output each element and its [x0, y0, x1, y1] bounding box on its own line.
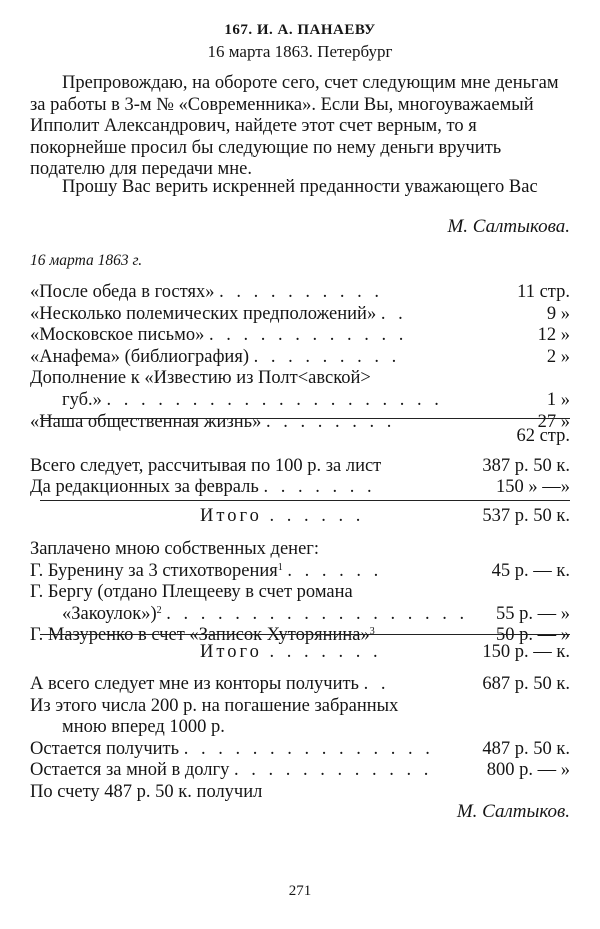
item-label: «Московское письмо» [30, 325, 205, 346]
debt-label: Остается за мной в долгу [30, 760, 230, 781]
editorial-row [30, 477, 570, 499]
item-dots: . . . . . . . . . . . . [208, 325, 408, 346]
remaining-dots: . . . . . . . . . . . . . . . [183, 738, 434, 759]
letter-paragraph: Препровождаю, на обороте сего, счет следующим мне деньгам за работы в 3-м № «Современника». Если Вы, многоуважаемый Ипполит Александрович, найдете этот счет верным, то я покорнейше просил бы следующие по нему деньги вручить подателю для передачи мне. [30, 73, 559, 180]
editorial-label: Да редакционных за февраль [30, 477, 259, 498]
remaining-label: Остается получить [30, 738, 180, 759]
letter-closing: Прошу Вас верить искренней преданности уважающего Вас [62, 177, 538, 197]
list-item [30, 304, 570, 326]
letter-signature: М. Салтыкова. [447, 216, 570, 237]
itogo-2 [30, 642, 570, 664]
advance-label-2: мною вперед 1000 р. [62, 717, 225, 738]
due-value: 387 р. 50 к. [482, 455, 570, 476]
total-label: Итого [200, 642, 262, 662]
page-number: 271 [288, 883, 312, 899]
itogo-1 [30, 506, 570, 528]
item-dots: . . . . . . . . . . [219, 282, 383, 302]
list-item [30, 604, 570, 626]
debt-value: 800 р. — » [486, 760, 570, 781]
item-dots: . . . . . . . . [265, 411, 396, 432]
paid-label: Г. Мазуренко в счет «Записок Хуторянина» [30, 625, 370, 646]
total-pages: 62 стр. [516, 426, 570, 446]
office-label: А всего следует мне из конторы получить [30, 674, 359, 694]
list-item [30, 368, 570, 390]
paid-block [30, 539, 570, 647]
received-label: По счету 487 р. 50 к. получил [30, 781, 263, 802]
total-dots: . . . . . . . [269, 642, 382, 662]
list-item [30, 325, 570, 347]
item-value: 11 стр. [517, 282, 570, 302]
item-value: 12 » [537, 325, 570, 346]
office-value: 687 р. 50 к. [482, 674, 570, 694]
item-label: «После обеда в гостях» [30, 282, 215, 302]
paid-heading: Заплачено мною собственных денег: [30, 539, 320, 559]
list-item [30, 347, 570, 369]
total-pages-row [30, 426, 570, 448]
total-value: 537 р. 50 к. [482, 506, 570, 526]
divider [40, 418, 570, 419]
item-label: губ.» [62, 389, 102, 410]
paid-dots: . . . . . . [287, 560, 383, 581]
paid-label: Г. Бергу (отдано Плещееву в счет романа [30, 582, 353, 603]
paid-label: Г. Буренину за 3 стихотворения [30, 560, 278, 581]
balance-block [30, 674, 570, 804]
list-item [30, 282, 570, 304]
item-dots: . . [380, 303, 407, 324]
total-value: 150 р. — к. [482, 642, 570, 662]
footnote-mark: 1 [277, 561, 283, 573]
document-page [30, 0, 570, 929]
divider [40, 500, 570, 501]
list-item [30, 390, 570, 412]
advance-row-2 [30, 717, 570, 739]
paid-label: «Закоулок») [62, 603, 157, 624]
advance-row [30, 696, 570, 718]
list-item [30, 582, 570, 604]
letter-heading: 167. И. А. ПАНАЕВУ [224, 22, 376, 38]
account-date: 16 марта 1863 г. [30, 252, 143, 269]
total-row [30, 642, 570, 664]
item-dots: . . . . . . . . . . . . . . . . . . . . [106, 389, 443, 410]
account-signature: М. Салтыков. [456, 801, 570, 822]
total-dots: . . . . . . [269, 506, 365, 526]
item-label: «Наша общественная жизнь» [30, 411, 262, 432]
debt-row [30, 760, 570, 782]
editorial-value: 150 » —» [496, 477, 570, 498]
divider [40, 634, 570, 635]
paid-value: 55 р. — » [496, 603, 570, 624]
total-label: Итого [200, 506, 262, 526]
item-label: «Анафема» (библиография) [30, 346, 250, 367]
debt-dots: . . . . . . . . . . . . [233, 760, 433, 781]
editorial-dots: . . . . . . . [263, 477, 376, 498]
paid-heading-row [30, 539, 570, 561]
remaining-row [30, 739, 570, 761]
due-label: Всего следует, рассчитывая по 100 р. за лист [30, 455, 382, 476]
list-item [30, 561, 570, 583]
office-row [30, 674, 570, 696]
paid-value: 50 р. — » [496, 625, 570, 646]
item-dots: . . . . . . . . . [253, 346, 401, 367]
item-value: 2 » [546, 346, 570, 367]
office-dots: . . [363, 674, 390, 694]
item-label: Дополнение к «Известию из Полт<авской> [30, 368, 371, 389]
footnote-mark: 3 [369, 626, 375, 638]
footnote-mark: 2 [156, 604, 162, 616]
item-value: 9 » [546, 303, 570, 324]
account-items [30, 282, 570, 433]
paid-dots: . . . . . . . . . . . . . . . . . . [166, 603, 469, 624]
remaining-value: 487 р. 50 к. [482, 738, 570, 759]
item-label: «Несколько полемических предположений» [30, 303, 377, 324]
paid-value: 45 р. — к. [491, 560, 570, 581]
item-value: 27 » [537, 411, 570, 432]
total-row [30, 506, 570, 528]
totals-block [30, 426, 570, 499]
letter-date-place: 16 марта 1863. Петербург [207, 42, 393, 61]
item-value: 1 » [546, 389, 570, 410]
due-row [30, 456, 570, 478]
advance-label: Из этого числа 200 р. на погашение забранных [30, 695, 399, 716]
